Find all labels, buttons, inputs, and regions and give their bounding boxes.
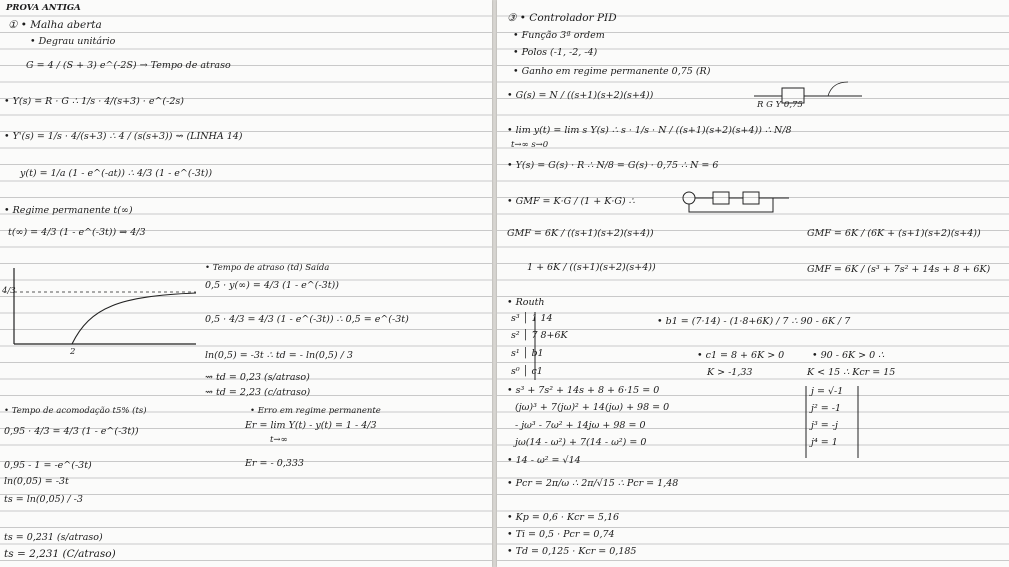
note-line: • Ganho em regime permanente 0,75 (R) — [513, 66, 711, 77]
closed-loop-block-diagram — [677, 188, 797, 216]
formula-line: GMF = 6K / ((s+1)(s+2)(s+4)) — [507, 228, 654, 239]
result-line: K > -1,33 — [707, 367, 753, 378]
right-notebook-page — [497, 0, 1009, 567]
formula-line: • G(s) = N / ((s+1)(s+2)(s+4)) — [507, 90, 654, 101]
formula-line: jω(14 - ω²) + 7(14 - ω²) = 0 — [515, 437, 647, 448]
note-line: • Regime permanente t(∞) — [4, 205, 133, 216]
formula-line: ln(0,5) = -3t ∴ td = - ln(0,5) / 3 — [205, 350, 353, 361]
formula-line: • lim y(t) = lim s Y(s) ∴ s · 1/s · N / ((s+1)(s+2)(s+4)) ∴ N/8 — [507, 125, 792, 136]
step-response-sketch — [0, 262, 200, 352]
formula-line: GMF = 6K / (6K + (s+1)(s+2)(s+4)) — [807, 228, 981, 239]
formula-line: ln(0,05) = -3t — [4, 476, 69, 487]
note-line: • Degrau unitário — [30, 36, 116, 47]
section-title: ① • Malha aberta — [8, 19, 102, 31]
formula-line: • 90 - 6K > 0 ∴ — [812, 350, 885, 361]
formula-line: Er = lim Y(t) - y(t) = 1 - 4/3 — [245, 420, 377, 431]
j-power-line: j⁴ = 1 — [811, 437, 838, 448]
note-line: • Tempo de acomodação t5% (ts) — [4, 406, 147, 416]
formula-line: 0,5 · y(∞) = 4/3 (1 - e^(-3t)) — [205, 280, 339, 291]
block-diagram-labels: R G Y 0,75 — [757, 100, 803, 110]
result-line: ts = 0,231 (s/atraso) — [4, 532, 103, 543]
sketch-response-curve — [72, 293, 196, 344]
formula-line: • Pcr = 2π/ω ∴ 2π/√15 ∴ Pcr = 1,48 — [507, 478, 679, 489]
formula-line: • b1 = (7·14) - (1·8+6K) / 7 ∴ 90 - 6K / 7 — [657, 316, 851, 327]
gain-annotation-arrow — [828, 82, 848, 96]
formula-line: GMF = 6K / (s³ + 7s² + 14s + 8 + 6K) — [807, 264, 991, 275]
formula-line: 1 + 6K / ((s+1)(s+2)(s+4)) — [527, 262, 656, 273]
result-line: K < 15 ∴ Kcr = 15 — [807, 367, 896, 378]
formula-line: 0,95 · 4/3 = 4/3 (1 - e^(-3t)) — [4, 426, 139, 437]
formula-line: (jω)³ + 7(jω)² + 14(jω) + 98 = 0 — [515, 402, 670, 413]
formula-line: y(t) = 1/a (1 - e^(-at)) ∴ 4/3 (1 - e^(-3t)) — [20, 168, 213, 179]
limit-subscript: t→∞ — [270, 435, 288, 445]
formula-line: • s³ + 7s² + 14s + 8 + 6·15 = 0 — [507, 385, 660, 396]
formula-line: • GMF = K·G / (1 + K·G) ∴ — [507, 196, 635, 207]
note-line: • Tempo de atraso (td) Saída — [205, 263, 330, 273]
routh-row: s⁰ │ c1 — [511, 366, 543, 377]
routh-row: s² │ 7 8+6K — [511, 330, 568, 341]
g-block — [743, 192, 759, 204]
result-line: • Ti = 0,5 · Pcr = 0,74 — [507, 529, 615, 540]
result-line: Er = - 0,333 — [245, 458, 304, 469]
formula-line: t(∞) = 4/3 (1 - e^(-3t)) ⇒ 4/3 — [8, 227, 146, 238]
routh-row: s³ │ 1 14 — [511, 313, 553, 324]
j-power-line: j = √-1 — [811, 386, 844, 397]
result-line: • Kp = 0,6 · Kcr = 5,16 — [507, 512, 620, 523]
formula-line: 0,5 · 4/3 = 4/3 (1 - e^(-3t)) ∴ 0,5 = e^(-3t) — [205, 314, 409, 325]
note-line: • Erro em regime permanente — [250, 406, 381, 416]
limit-subscript: t→∞ s→0 — [511, 140, 549, 150]
formula-line: • Y(s) = R · G ∴ 1/s · 4/(s+3) · e^(-2s) — [4, 96, 184, 107]
page-heading: PROVA ANTIGA — [6, 3, 81, 13]
j-power-line: j³ = -j — [811, 420, 838, 431]
left-notebook-page — [0, 0, 492, 567]
formula-line: ts = ln(0,05) / -3 — [4, 494, 83, 505]
result-line: ⇝ td = 2,23 (c/atraso) — [205, 387, 311, 398]
k-block — [713, 192, 729, 204]
formula-line: 0,95 - 1 = -e^(-3t) — [4, 460, 92, 471]
routh-row: s¹ │ b1 — [511, 348, 544, 359]
note-line: • Função 3ª ordem — [513, 30, 605, 41]
formula-line: - jω³ - 7ω² + 14jω + 98 = 0 — [515, 420, 646, 431]
formula-line: • c1 = 8 + 6K > 0 — [697, 350, 785, 361]
sketch-level-label: 4/3 — [2, 286, 16, 296]
feedback-path — [689, 198, 773, 212]
j-power-line: j² = -1 — [811, 403, 842, 414]
formula-line: G = 4 / (S + 3) e^(-2S) → Tempo de atraso — [26, 60, 231, 71]
section-title: ③ • Controlador PID — [507, 12, 617, 24]
formula-line: • 14 - ω² = √14 — [507, 455, 581, 466]
formula-line: • Y'(s) = 1/s · 4/(s+3) ∴ 4 / (s(s+3)) ⇝ (LINHA 14) — [4, 131, 243, 142]
result-line: • Td = 0,125 · Kcr = 0,185 — [507, 546, 637, 557]
formula-line: • Y(s) = G(s) · R ∴ N/8 = G(s) · 0,75 ∴ N = 6 — [507, 160, 719, 171]
result-line: ⇝ td = 0,23 (s/atraso) — [205, 372, 310, 383]
sketch-delay-label: 2 — [70, 347, 76, 357]
note-line: • Polos (-1, -2, -4) — [513, 47, 598, 58]
result-line: ts = 2,231 (C/atraso) — [4, 548, 116, 560]
note-line: • Routh — [507, 297, 545, 308]
summing-junction — [683, 192, 695, 204]
